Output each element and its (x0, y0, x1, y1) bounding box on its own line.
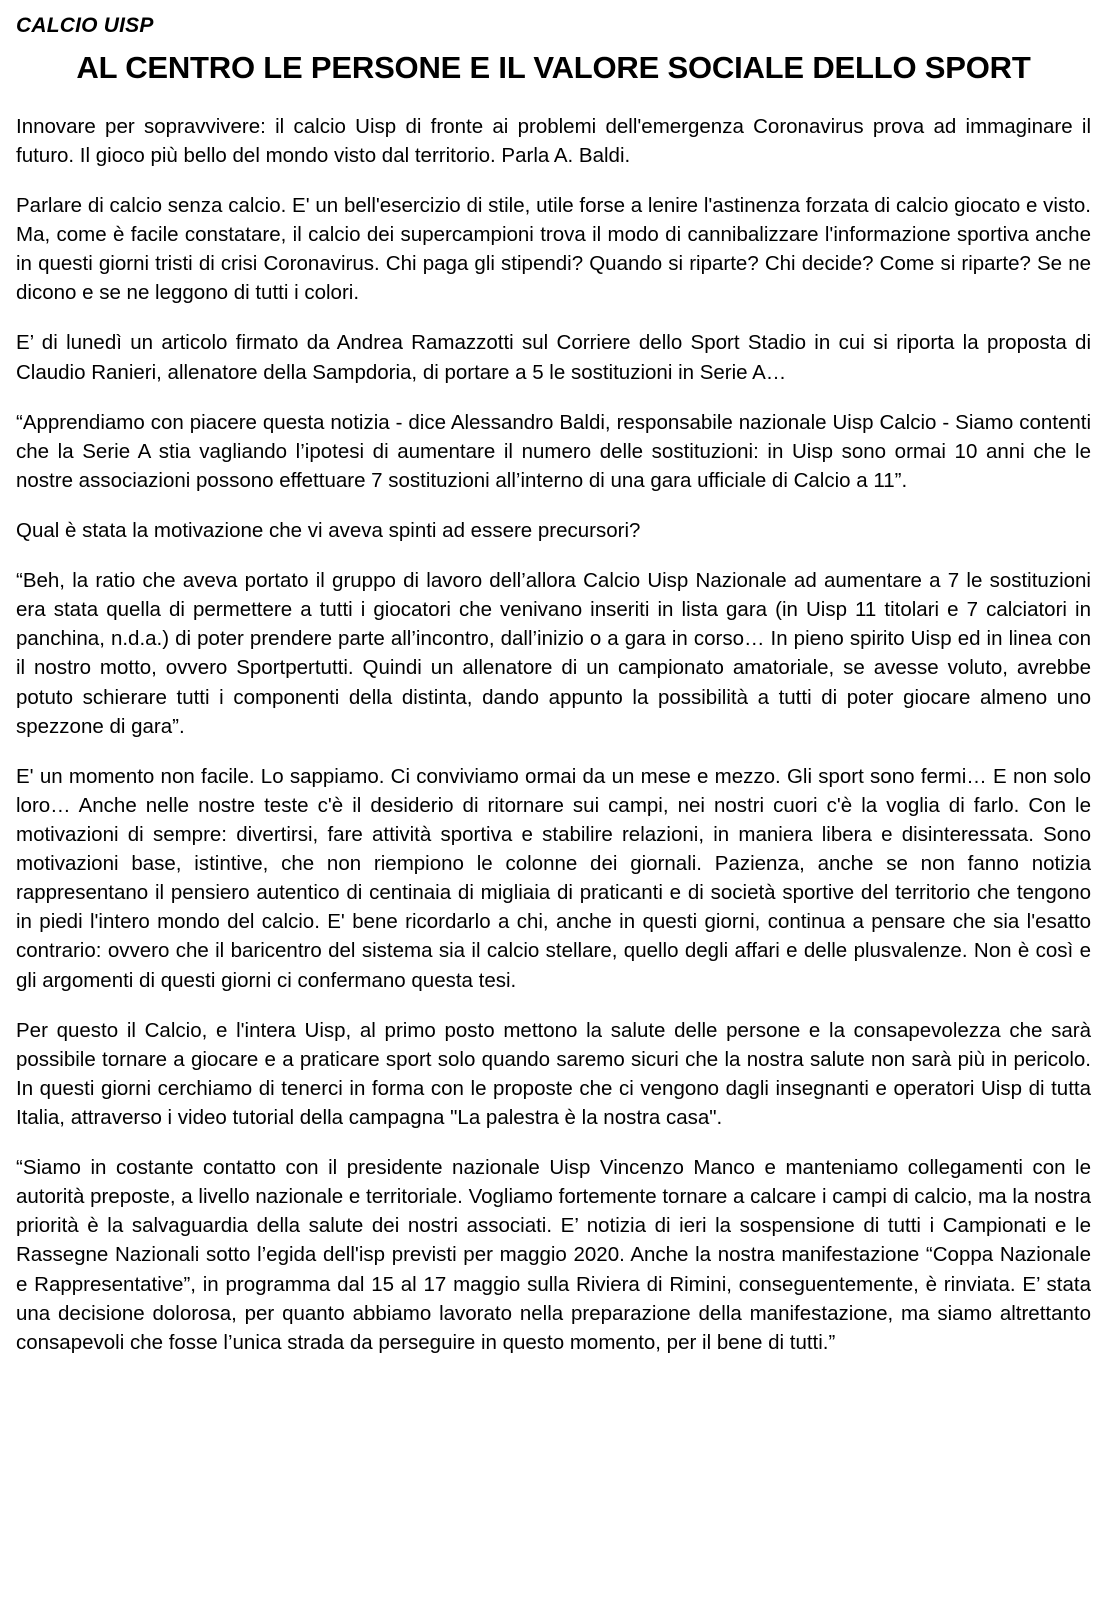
article-body (16, 112, 1091, 1357)
article-paragraph: E’ di lunedì un articolo firmato da Andrea Ramazzotti sul Corriere dello Sport Stadio in cui si riporta la proposta di Claudio Ranieri, allenatore della Sampdoria, di portare a 5 le sostituzioni in Serie A… (16, 331, 1091, 384)
article-question: Qual è stata la motivazione che vi aveva spinti ad essere precursori? (16, 519, 641, 543)
section-kicker: CALCIO UISP (16, 14, 154, 37)
article-paragraph: “Apprendiamo con piacere questa notizia - dice Alessandro Baldi, responsabile nazionale Uisp Calcio - Siamo contenti che la Serie A stia vagliando l’ipotesi di aumentare il numero delle sostituzioni: in Uisp sono ormai 10 anni che le nostre associazioni possono effettuare 7 sostituzioni all’interno di una gara ufficiale di Calcio a 11”. (16, 410, 1091, 492)
article-paragraph: “Beh, la ratio che aveva portato il gruppo di lavoro dell’allora Calcio Uisp Nazionale ad aumentare a 7 le sostituzioni era stata quella di permettere a tutti i giocatori che venivano inseriti in lista gara (in Uisp 11 titolari e 7 calciatori in panchina, n.d.a.) di poter prendere parte all’incontro, dall’inizio o a gara in corso… In pieno spirito Uisp ed in linea con il nostro motto, ovvero Sportpertutti. Quindi un allenatore di un campionato amatoriale, se avesse voluto, avrebbe potuto schierare tutti i componenti della distinta, dando appunto la possibilità a tutti di poter giocare almeno uno spezzone di gara”. (16, 569, 1091, 738)
article-paragraph: “Siamo in costante contatto con il presidente nazionale Uisp Vincenzo Manco e manteniamo collegamenti con le autorità preposte, a livello nazionale e territoriale. Vogliamo fortemente tornare a calcare i campi di calcio, ma la nostra priorità è la salvaguardia della salute dei nostri associati. E’ notizia di ieri la sospensione di tutti i Campionati e le Rassegne Nazionali sotto l’egida dell'isp previsti per maggio 2020. Anche la nostra manifestazione “Coppa Nazionale e Rappresentative”, in programma dal 15 al 17 maggio sulla Riviera di Rimini, conseguentemente, è rinviata. E’ stata una decisione dolorosa, per quanto abbiamo lavorato nella preparazione della manifestazione, ma siamo altrettanto consapevoli che fosse l’unica strada da perseguire in questo momento, per il bene di tutti.” (16, 1156, 1091, 1354)
article-paragraph: Parlare di calcio senza calcio. E' un bell'esercizio di stile, utile forse a lenire l'astinenza forzata di calcio giocato e visto. Ma, come è facile constatare, il calcio dei supercampioni trova il modo di cannibalizzare l'informazione sportiva anche in questi giorni tristi di crisi Coronavirus. Chi paga gli stipendi? Quando si riparte? Chi decide? Come si riparte? Se ne dicono e se ne leggono di tutti i colori. (16, 194, 1091, 305)
page-title: AL CENTRO LE PERSONE E IL VALORE SOCIALE DELLO SPORT (76, 50, 1031, 86)
article-paragraph: E' un momento non facile. Lo sappiamo. Ci conviviamo ormai da un mese e mezzo. Gli sport sono fermi… E non solo loro… Anche nelle nostre teste c'è il desiderio di ritornare sui campi, nei nostri cuori c'è la voglia di farlo. Con le motivazioni di sempre: divertirsi, fare attività sportiva e stabilire relazioni, in maniera libera e disinteressata. Sono motivazioni base, istintive, che non riempiono le colonne dei giornali. Pazienza, anche se non fanno notizia rappresentano il pensiero autentico di centinaia di migliaia di praticanti e di società sportive del territorio che tengono in piedi l'intero mondo del calcio. E' bene ricordarlo a chi, anche in questi giorni, continua a pensare che sia l'esatto contrario: ovvero che il baricentro del sistema sia il calcio stellare, quello degli affari e delle plusvalenze. Non è così e gli argomenti di questi giorni ci confermano questa tesi. (16, 764, 1091, 992)
article-paragraph: Per questo il Calcio, e l'intera Uisp, al primo posto mettono la salute delle persone e la consapevolezza che sarà possibile tornare a giocare e a praticare sport solo quando saremo sicuri che la nostra salute non sarà più in pericolo. In questi giorni cerchiamo di tenerci in forma con le proposte che ci vengono dagli insegnanti e operatori Uisp di tutta Italia, attraverso i video tutorial della campagna "La palestra è la nostra casa". (16, 1018, 1091, 1129)
article-paragraph: Innovare per sopravvivere: il calcio Uisp di fronte ai problemi dell'emergenza Coronavirus prova ad immaginare il futuro. Il gioco più bello del mondo visto dal territorio. Parla A. Baldi. (16, 114, 1091, 167)
